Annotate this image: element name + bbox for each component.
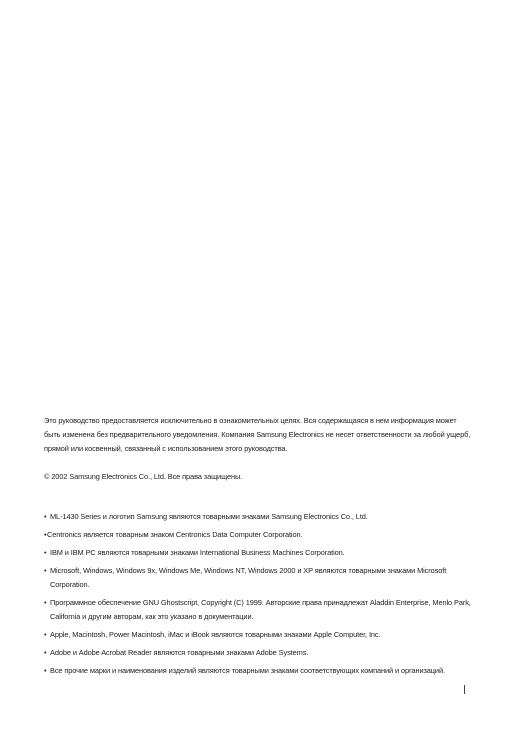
trademark-text: Все прочие марки и наименования изделий являются товарными знаками соответствующих компаний и организаций. xyxy=(50,666,445,675)
trademark-item xyxy=(44,564,474,592)
trademark-text: Adobe и Adobe Acrobat Reader являются товарными знаками Adobe Systems. xyxy=(50,648,309,657)
bullet-icon: • xyxy=(44,566,47,575)
trademark-list xyxy=(44,510,474,678)
copyright-line: © 2002 Samsung Electronics Co., Ltd. Все права защищены. xyxy=(44,472,243,481)
trademark-item xyxy=(44,510,474,524)
trademark-text: IBM и IBM PC являются товарными знаками International Business Machines Corporation. xyxy=(50,548,345,557)
bullet-icon: • xyxy=(44,530,47,539)
trademark-item xyxy=(44,628,474,642)
trademark-item xyxy=(44,528,474,542)
bullet-icon: • xyxy=(44,598,47,607)
trademark-item xyxy=(44,596,474,624)
disclaimer-paragraph: Это руководство предоставляется исключительно в ознакомительных целях. Вся содержащаяся в нем информация может быть изменена без предварительного уведомления. Компания Samsung Electronics не несет ответственности за любой ущерб, прямой или косвенный, связанный с использованием этого руководства. xyxy=(44,416,471,453)
trademark-text: Программное обеспечение GNU Ghostscript, Copyright (C) 1999. Авторские права принадлежат Aladdin Enterprise, Menlo Park, California и другим авторам, как это указано в документации. xyxy=(50,598,471,621)
trademark-text: Apple, Macintosh, Power Macintosh, iMac и iBook являются товарными знаками Apple Computer, Inc. xyxy=(50,630,381,639)
trademark-text: Microsoft, Windows, Windows 9x, Windows Me, Windows NT, Windows 2000 и XP являются товарными знаками Microsoft Corporation. xyxy=(50,566,447,589)
trademark-item xyxy=(44,546,474,560)
bullet-icon: • xyxy=(44,648,47,657)
trademark-item xyxy=(44,646,474,660)
trademark-text: Centronics является товарным знаком Centronics Data Computer Corporation. xyxy=(47,530,303,539)
trademark-text: ML-1430 Series и логотип Samsung являются товарными знаками Samsung Electronics Co., Ltd. xyxy=(50,512,368,521)
legal-notice xyxy=(44,414,474,682)
bullet-icon: • xyxy=(44,666,47,675)
bullet-icon: • xyxy=(44,630,47,639)
bullet-icon: • xyxy=(44,512,47,521)
trademark-item xyxy=(44,664,474,678)
page-marker xyxy=(464,685,465,694)
bullet-icon: • xyxy=(44,548,47,557)
